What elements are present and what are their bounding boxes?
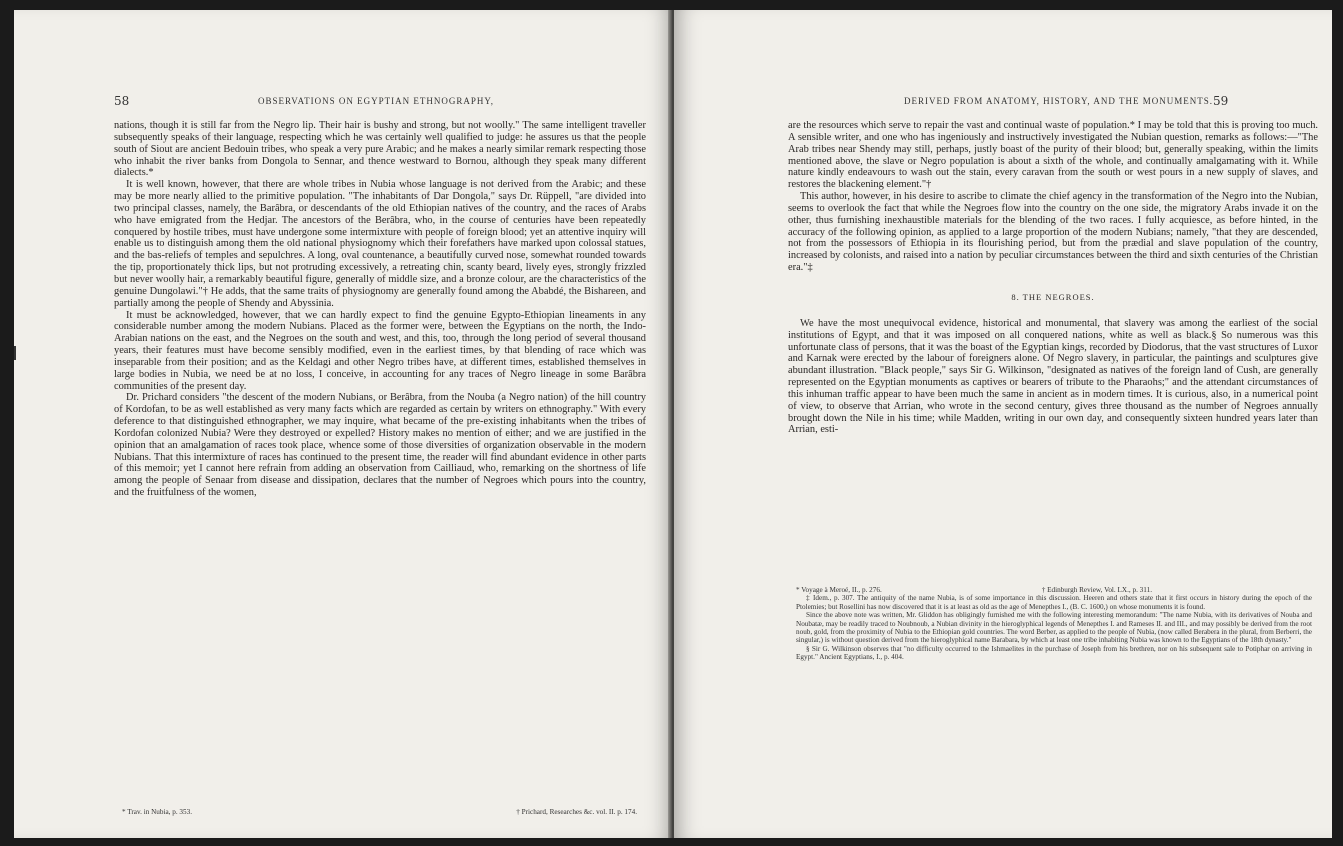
right-footnote: § Sir G. Wilkinson observes that "no difficulty occurred to the Ishmaelites in the purchase of Joseph from his brethren, nor on his subsequent sale to Potiphar on arriving in Egypt." Ancient Egyptians, I., p. 404. <box>796 644 1312 662</box>
right-footnote: * Voyage à Meroé, II., p. 276. <box>796 586 882 594</box>
right-paragraph: This author, however, in his desire to ascribe to climate the chief agency in the transformation of the Negro into the Nubian, seems to overlook the fact that while the Negroes flow into the country on the one side, the migratory Arabs invade it on the other, thus furnishing inexhaustible materials for the blending of the two races. I fully acquiesce, as before hinted, in the accuracy of the following opinion, as applied to a large proportion of the modern Nubians; namely, "that they are descended, not from the possessors of Ethiopia in its flourishing period, but from the prædial and slave population of the country, increased by colonists, and raised into a nation by peculiar circumstances between the third and sixth centuries of the Christian era."‡ <box>788 191 1318 274</box>
right-footnote: ‡ Idem., p. 307. The antiquity of the name Nubia, is of some importance in this discussion. Heeren and others state that it first occurs in history during the epoch of the Ptolemies; but Rosellini has now discovered that it is at least as old as the age of Menepthes I., (B. C. 1600,) on whose monuments it is found. <box>796 594 1312 611</box>
right-paragraph: are the resources which serve to repair the vast and continual waste of population.* I may be told that this is proving too much. A sensible writer, and one who has ingeniously and instructively investigated the Nubian question, remarks as follows:—"The Arab tribes near Shendy may still, perhaps, justly boast of the purity of their blood; but, generally speaking, within the limits mentioned above, the slave or Negro population is about a sixth of the whole, and continually amalgamating with it. While nature kindly endeavours to wash out the stain, every caravan from the south or west pours in a new supply of slaves, and restores the blackening element."† <box>788 120 1318 191</box>
left-page <box>14 10 672 838</box>
book-spread <box>14 10 1332 838</box>
left-paragraph: It is well known, however, that there are whole tribes in Nubia whose language is not derived from the Arabic; and these may be more nearly allied to the primitive population. "The inhabitants of Dar Dongola," says Dr. Rüppell, "are divided into two principal classes, namely, the Barâbra, or descendants of the old Ethiopian natives of the country, and the races of Arabs who have emigrated from the Hedjar. The ancestors of the Berâbra, who, in the course of centuries have been repeatedly conquered by hostile tribes, must have undergone some intermixture with people of foreign blood; yet an attentive inquiry will enable us to distinguish among them the old national physiognomy which their forefathers have marked upon colossal statues, and the bas-reliefs of temples and sepulchres. A long, oval countenance, a beautifully curved nose, somewhat rounded towards the tip, proportionately thick lips, but not protruding excessively, a retreating chin, scanty beard, lively eyes, strongly frizzled but never woolly hair, a remarkably beautiful figure, generally of middle size, and a bronze colour, are the characteristics of the genuine Dungolawi."† He adds, that the same traits of physiognomy are generally found among the Ababdé, the Bishareen, and partially among the people of Shendy and Abyssinia. <box>114 179 646 309</box>
right-footnotes <box>796 586 1312 662</box>
page-edge-mark <box>14 346 16 360</box>
right-paragraph: We have the most unequivocal evidence, historical and monumental, that slavery was among the earliest of the social institutions of Egypt, and that it was imposed on all conquered nations, white as well as black.§ So numerous was this unfortunate class of persons, that it was the boast of the Egyptian kings, recorded by Diodorus, that the vast structures of Luxor and Karnak were erected by the labour of foreigners alone. Of Negro slavery, in particular, the paintings and sculptures give abundant illustration. "Black people," says Sir G. Wilkinson, "designated as natives of the foreign land of Cush, are generally represented on the Egyptian monuments as captives or bearers of tribute to the Pharaohs;" and the attendant circumstances of this inhuman traffic appear to have been much the same in ancient as in modern times. It is curious, also, in a numerical point of view, to observe that Arrian, who wrote in the second century, gives three thousand as the number of Negroes annually brought down the Nile in his time; while Madden, writing in our own day, and consequently sixteen hundred years later than Arrian, esti- <box>788 317 1318 436</box>
section-heading: 8. THE NEGROES. <box>1011 291 1095 302</box>
left-footnotes <box>122 808 637 816</box>
right-running-head: DERIVED FROM ANATOMY, HISTORY, AND THE MONUMENTS. <box>904 96 1213 106</box>
left-paragraph: Dr. Prichard considers "the descent of the modern Nubians, or Berâbra, from the Nouba (a Negro nation) of the hill country of Kordofan, to be as well established as very many facts which are regarded as certain by writers on ethnography." With every deference to that distinguished ethnographer, we may inquire, what became of the pre-existing inhabitants when the tribes of Kordofan colonized Nubia? Were they destroyed or expelled? History makes no mention of either; and we are justified in the opinion that an amalgamation of races took place, whence some of those diversities of organization observable in the modern Nubians. That this intermixture of races has continued to the present time, the reader will find abundant evidence in other parts of this memoir; yet I cannot here refrain from adding an observation from Cailliaud, who, remarking on the shortness of life among the people of Senaar from disease and dissipation, declares that the number of Negroes which pours into the country, and the fruitfulness of the women, <box>114 392 646 499</box>
right-body <box>788 120 1318 436</box>
right-footnote: † Edinburgh Review, Vol. LX., p. 311. <box>1041 586 1152 594</box>
left-running-head: OBSERVATIONS ON EGYPTIAN ETHNOGRAPHY, <box>258 96 494 106</box>
right-page-number: 59 <box>1213 94 1229 108</box>
left-footnote: * Trav. in Nubia, p. 353. <box>122 808 193 816</box>
left-paragraph: It must be acknowledged, however, that we can hardly expect to find the genuine Egypto-Ethiopian lineaments in any considerable number among the modern Nubians. Placed as the former were, between the Egyptians on the north, the Indo-Arabian nations on the east, and the Negroes on the south and west, and this, too, through the long period of several thousand years, their features must have become sensibly modified, even in the earliest times, by that blending of race which was inseparable from their position; and as the Keldagi and other Negro tribes have, at different times, established themselves in large bodies in Nubia, we need be at no loss, I conceive, in accounting for any traces of Negro lineage in some Barâbra communities of the present day. <box>114 309 646 392</box>
left-footnote: † Prichard, Researches &c. vol. II. p. 174. <box>516 808 637 816</box>
left-body <box>114 120 646 499</box>
right-footnote: Since the above note was written, Mr. Gliddon has obligingly furnished me with the following interesting memorandum: "The name Nubia, with its derivatives of Nouba and Noubatæ, may be readily traced to Noubnoub, a Nubian divinity in the hieroglyphical legends of Menepthes I. and Rameses II. and III., and may possibly be derived from the root noub, gold, from the proximity of Nubia to the Ethiopian gold countries. The word Berber, as applied to the people of Nubia, (now called Berabera in the plural, from Berberri, the singular,) is without question derived from the hieroglyphical name Barabara, by which at least one tribe inhabiting Nubia was known to the Egyptians of the 18th dynasty." <box>796 611 1312 645</box>
left-paragraph: nations, though it is still far from the Negro lip. Their hair is bushy and strong, but not woolly." The same intelligent traveller subsequently speaks of their language, respecting which he was certainly well qualified to judge: he assures us that the people south of Siout are ancient Bedouin tribes, who speak a very pure Arabic; and he makes a nearly similar remark respecting those who inhabit the river banks from Dongola to Sennar, and thence westward to Bornou, although they speak many different dialects.* <box>114 120 646 179</box>
left-page-number: 58 <box>114 94 130 108</box>
right-page <box>674 10 1332 838</box>
